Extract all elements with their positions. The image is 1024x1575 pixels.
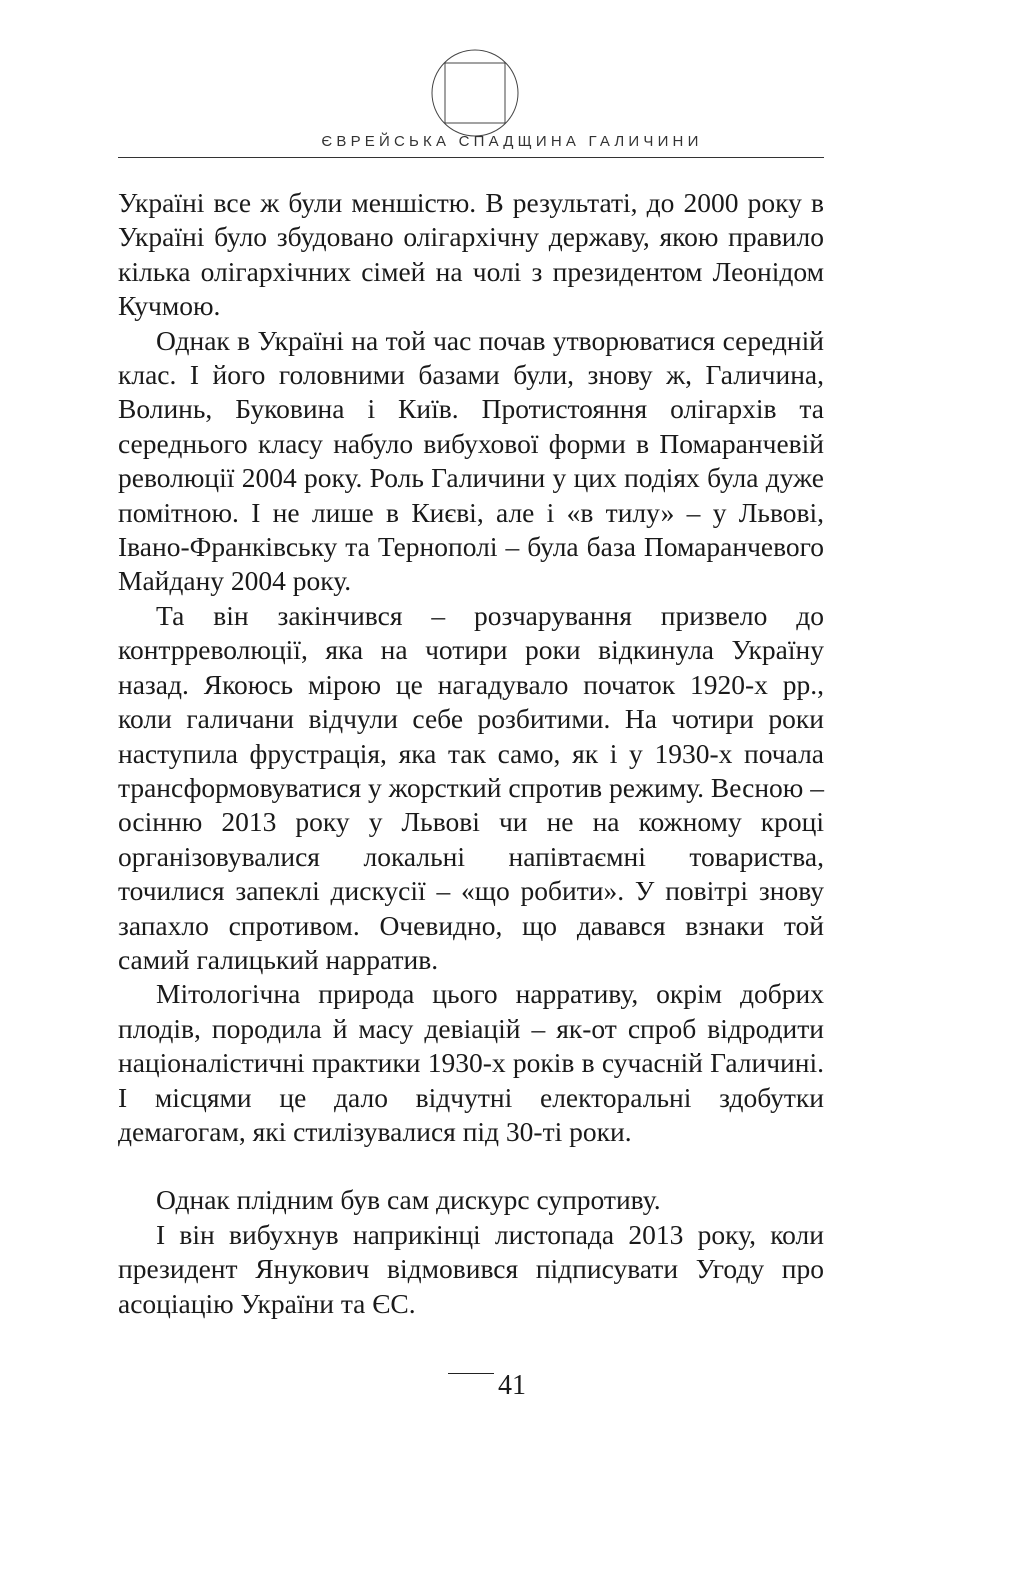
paragraph: Мітологічна природа цього нарративу, окрім добрих плодів, породила й масу девіацій – як-от спроб відродити націоналістичні практики 1930-х років в сучасній Галичині. І місцями це дало відчутні електоральні здобутки демагогам, які стилізувалися під 30-ті роки. (118, 978, 824, 1147)
circle-square-logo-icon (430, 48, 520, 138)
page-number: 41 (498, 1370, 526, 1401)
running-header: ЄВРЕЙСЬКА СПАДЩИНА ГАЛИЧИНИ (321, 133, 703, 150)
paragraph: Однак плідним був сам дискурс супротиву. (156, 1184, 661, 1216)
paragraph: Однак в Україні на той час почав утворюватися середній клас. І його головними базами були, знову ж, Галичина, Волинь, Буковина і Київ. Протистояння олігархів та середнього класу набуло вибухової форми в Помаранчевій революції 2004 року. Роль Галичини у цих подіях була дуже помітною. І не лише в Києві, але і «в тилу» – у Львові, Івано-Франківську та Тернополі – була база Помаранчевого Майдану 2004 року. (118, 324, 824, 597)
paragraph: Україні все ж були меншістю. В результаті, до 2000 року в Україні було збудовано олігархічну державу, якою правило кілька олігархічних сімей на чолі з президентом Леонідом Кучмою. (118, 187, 824, 322)
header-rule (118, 157, 824, 158)
paragraph: І він вибухнув наприкінці листопада 2013 року, коли президент Янукович відмовився підписувати Угоду про асоціацію України та ЄС. (118, 1218, 824, 1319)
body-text (118, 186, 824, 1321)
paragraph: Та він закінчився – розчарування призвело до контрреволюції, яка на чотири роки відкинула Україну назад. Якоюсь мірою це нагадувало початок 1920-х рр., коли галичани відчули себе розбитими. На чотири роки наступила фрустрація, яка так само, як і у 1930-х почала трансформовуватися у жорсткий спротив режиму. Весною – осінню 2013 року у Львові чи не на кожному кроці організовувалися локальні напівтаємні товариства, точилися запеклі дискусії – «що робити». У повітрі знову запахло спротивом. Очевидно, що давався взнаки той самий галицький нарратив. (118, 599, 824, 975)
